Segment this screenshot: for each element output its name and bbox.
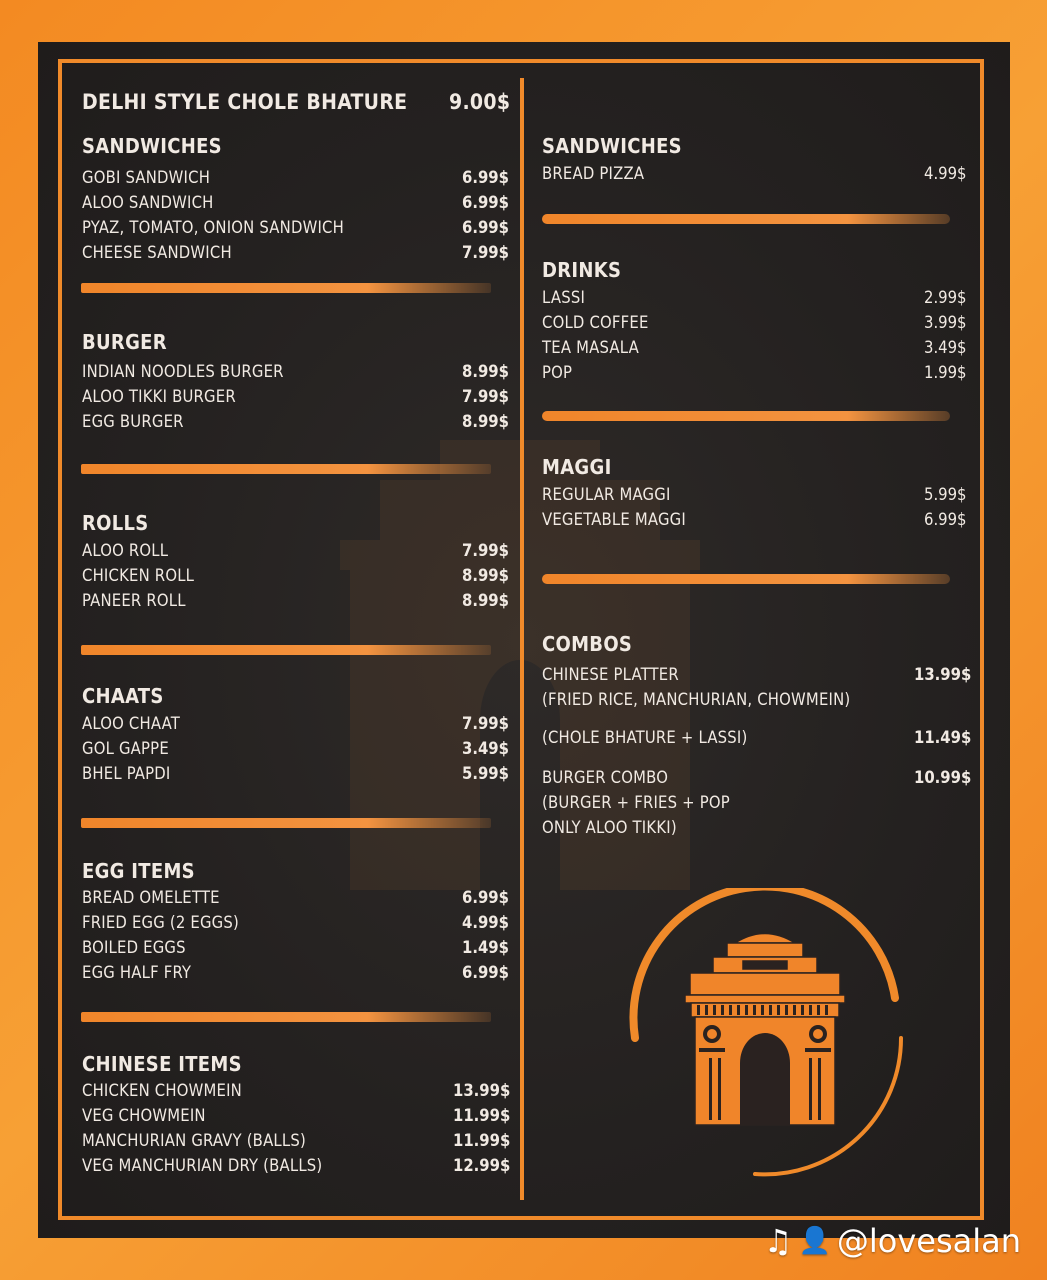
- section-title-egg-items: EGG ITEMS: [82, 859, 195, 883]
- menu-item: BHEL PAPDI: [82, 764, 171, 783]
- section-title-sandwiches: SANDWICHES: [82, 134, 222, 158]
- menu-item: MANCHURIAN GRAVY (BALLS): [82, 1131, 306, 1150]
- menu-item: CHICKEN ROLL: [82, 566, 195, 585]
- section-title-sandwiches-right: SANDWICHES: [542, 134, 682, 158]
- combo-price: 10.99$: [914, 768, 972, 787]
- menu-item-price: 11.99$: [453, 1131, 511, 1150]
- menu-item-price: 5.99$: [924, 485, 967, 504]
- menu-item: CHEESE SANDWICH: [82, 243, 232, 262]
- section-separator: [81, 1012, 491, 1022]
- menu-item: BREAD PIZZA: [542, 164, 645, 183]
- menu-item: GOL GAPPE: [82, 739, 169, 758]
- menu-item: EGG BURGER: [82, 412, 184, 431]
- menu-item: CHICKEN CHOWMEIN: [82, 1081, 242, 1100]
- combo-name: (CHOLE BHATURE + LASSI): [542, 728, 748, 747]
- menu-item: REGULAR MAGGI: [542, 485, 671, 504]
- section-title-maggi: MAGGI: [542, 455, 612, 479]
- user-icon: 👤: [798, 1226, 831, 1256]
- menu-item: FRIED EGG (2 EGGS): [82, 913, 240, 932]
- menu-item: VEG MANCHURIAN DRY (BALLS): [82, 1156, 323, 1175]
- menu-item-price: 7.99$: [462, 714, 509, 733]
- menu-item-price: 7.99$: [462, 541, 509, 560]
- combo-description: (FRIED RICE, MANCHURIAN, CHOWMEIN): [542, 690, 851, 709]
- combo-price: 13.99$: [914, 665, 972, 684]
- section-separator: [81, 645, 491, 655]
- menu-item-price: 1.99$: [924, 363, 967, 382]
- combo-description: ONLY ALOO TIKKI): [542, 818, 677, 837]
- menu-item-price: 6.99$: [462, 218, 509, 237]
- menu-item: VEGETABLE MAGGI: [542, 510, 686, 529]
- menu-item: ALOO ROLL: [82, 541, 169, 560]
- section-separator: [81, 818, 491, 828]
- menu-item: ALOO TIKKI BURGER: [82, 387, 236, 406]
- menu-item: EGG HALF FRY: [82, 963, 192, 982]
- menu-item-price: 6.99$: [462, 193, 509, 212]
- section-separator: [81, 283, 491, 293]
- featured-item-name: DELHI STYLE CHOLE BHATURE: [82, 90, 408, 114]
- tiktok-watermark: [764, 1222, 1021, 1260]
- menu-item-price: 3.49$: [462, 739, 509, 758]
- menu-item: ALOO CHAAT: [82, 714, 180, 733]
- india-gate-logo: [615, 888, 915, 1188]
- section-title-combos: COMBOS: [542, 632, 633, 656]
- menu-item-price: 8.99$: [462, 412, 509, 431]
- menu-item-price: 4.99$: [462, 913, 509, 932]
- menu-item-price: 11.99$: [453, 1106, 511, 1125]
- menu-item: INDIAN NOODLES BURGER: [82, 362, 284, 381]
- menu-item-price: 7.99$: [462, 387, 509, 406]
- menu-item-price: 8.99$: [462, 591, 509, 610]
- menu-item-price: 5.99$: [462, 764, 509, 783]
- menu-item: LASSI: [542, 288, 586, 307]
- menu-item-price: 12.99$: [453, 1156, 511, 1175]
- menu-item-price: 8.99$: [462, 362, 509, 381]
- menu-item-price: 6.99$: [462, 963, 509, 982]
- section-separator: [542, 214, 950, 224]
- menu-item-price: 6.99$: [462, 168, 509, 187]
- menu-item: POP: [542, 363, 573, 382]
- tiktok-icon: ♫: [763, 1222, 793, 1260]
- section-title-rolls: ROLLS: [82, 511, 149, 535]
- menu-item: ALOO SANDWICH: [82, 193, 214, 212]
- menu-item-price: 6.99$: [924, 510, 967, 529]
- section-separator: [81, 464, 491, 474]
- menu-item-price: 3.99$: [924, 313, 967, 332]
- section-title-chaats: CHAATS: [82, 684, 164, 708]
- column-divider: [520, 78, 524, 1200]
- menu-item: COLD COFFEE: [542, 313, 649, 332]
- menu-item: BREAD OMELETTE: [82, 888, 220, 907]
- menu-item-price: 3.49$: [924, 338, 967, 357]
- menu-item-price: 1.49$: [462, 938, 509, 957]
- menu-item-price: 8.99$: [462, 566, 509, 585]
- menu-item: GOBI SANDWICH: [82, 168, 211, 187]
- menu-item-price: 6.99$: [462, 888, 509, 907]
- menu-item-price: 7.99$: [462, 243, 509, 262]
- section-title-drinks: DRINKS: [542, 258, 622, 282]
- combo-price: 11.49$: [914, 728, 972, 747]
- section-title-chinese-items: CHINESE ITEMS: [82, 1052, 242, 1076]
- section-separator: [542, 574, 950, 584]
- section-title-burger: BURGER: [82, 330, 167, 354]
- menu-item: PANEER ROLL: [82, 591, 186, 610]
- section-separator: [542, 411, 950, 421]
- menu-item: PYAZ, TOMATO, ONION SANDWICH: [82, 218, 344, 237]
- menu-item-price: 13.99$: [453, 1081, 511, 1100]
- menu-item-price: 2.99$: [924, 288, 967, 307]
- menu-item-price: 4.99$: [924, 164, 967, 183]
- menu-item: BOILED EGGS: [82, 938, 186, 957]
- combo-name: CHINESE PLATTER: [542, 665, 679, 684]
- combo-name: BURGER COMBO: [542, 768, 669, 787]
- menu-item: VEG CHOWMEIN: [82, 1106, 206, 1125]
- menu-item: TEA MASALA: [542, 338, 639, 357]
- featured-item-price: 9.00$: [449, 90, 511, 114]
- combo-description: (BURGER + FRIES + POP: [542, 793, 730, 812]
- tiktok-handle: @lovesalan: [836, 1222, 1021, 1260]
